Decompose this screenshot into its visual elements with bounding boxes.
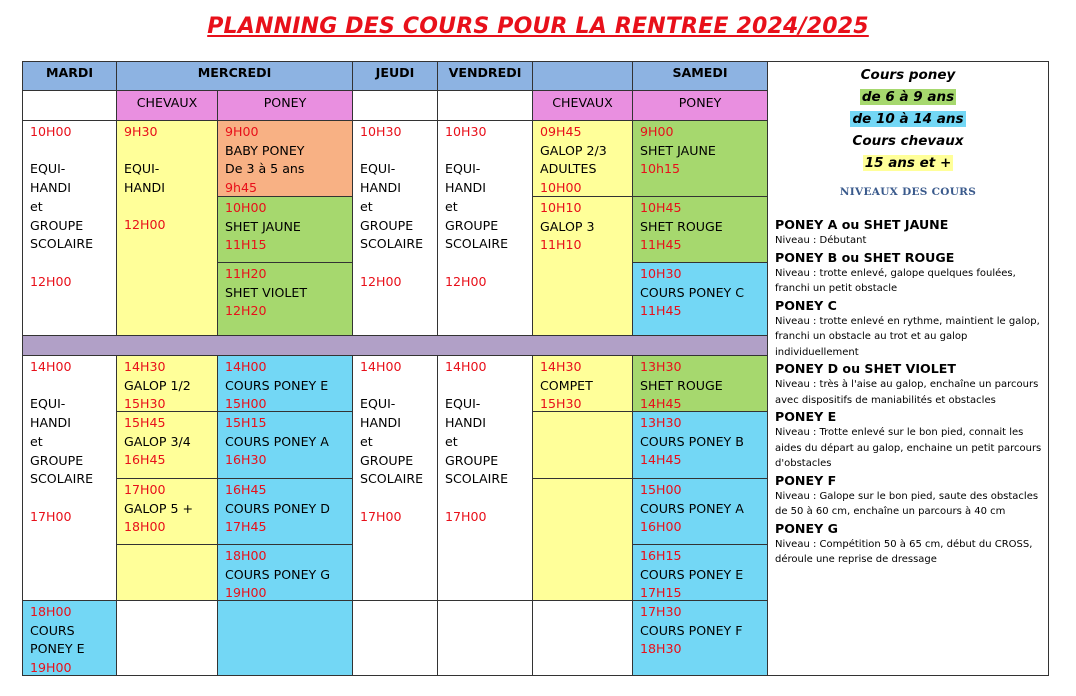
slot-time: 16H45 <box>225 482 267 497</box>
slot-time: 10H00 <box>30 124 72 139</box>
slot-time: 9H00 <box>640 124 674 139</box>
level-item <box>775 297 1048 361</box>
slot-text <box>30 489 116 508</box>
slot-time: 10H10 <box>540 200 582 215</box>
level-desc: Niveau : Trotte enlevé sur le bon pied, connait les aides du départ au galop, enchaine un petit parcours d'obstacles <box>775 427 1042 469</box>
level-item <box>775 408 1048 472</box>
slot-text: HANDI <box>445 180 486 196</box>
levels-title: NIVEAUX DES COURS <box>839 186 977 198</box>
level-name: PONEY A ou SHET JAUNE <box>775 217 949 232</box>
slot-text <box>445 254 532 273</box>
slot-time: 9H30 <box>124 124 158 139</box>
slot-text: et <box>30 433 43 449</box>
slot-sat-pony-e <box>632 544 768 601</box>
slot-time: 18H30 <box>640 641 682 657</box>
slot-text <box>124 198 217 217</box>
slot-text <box>30 377 116 396</box>
slot-thursday-evening <box>352 600 438 676</box>
slot-text: SHET ROUGE <box>640 377 723 393</box>
slot-text: et <box>30 198 43 214</box>
slot-sat-pony-shet-rouge-pm <box>632 355 768 412</box>
slot-text: SHET JAUNE <box>225 218 301 234</box>
slot-text: COURS PONEY E <box>225 377 329 393</box>
slot-time: 16H15 <box>640 548 682 563</box>
legend-age-15-plus: 15 ans et + <box>864 155 952 171</box>
slot-time: 12H00 <box>124 217 166 233</box>
slot-text: GALOP 2/3 <box>540 142 607 158</box>
slot-text: SCOLAIRE <box>445 471 509 487</box>
slot-text: ADULTES <box>540 161 597 177</box>
level-name: PONEY E <box>775 409 837 424</box>
sub-sat-pony: PONEY <box>632 90 768 121</box>
slot-text: SHET ROUGE <box>640 218 723 234</box>
slot-wed-horses-galop5 <box>116 478 218 545</box>
slot-text <box>360 489 437 508</box>
sub-wed-pony: PONEY <box>217 90 353 121</box>
slot-time: 9H00 <box>225 124 259 139</box>
legend-pony-label: Cours poney <box>860 67 956 83</box>
slot-tuesday-evening <box>22 600 117 676</box>
slot-time: 10H30 <box>640 266 682 281</box>
slot-text <box>124 142 217 161</box>
slot-text: COURS PONEY G <box>225 566 331 582</box>
slot-text: EQUI- <box>124 161 160 177</box>
slot-time: 16H45 <box>124 452 166 468</box>
break-row <box>22 335 768 356</box>
slot-text: GROUPE <box>360 217 414 233</box>
slot-sat-pony-a <box>632 478 768 545</box>
slot-friday-evening <box>437 600 533 676</box>
level-desc: Niveau : Galope sur le bon pied, saute des obstacles de 50 à 60 cm, enchaîne un parcours à 40 cm <box>775 490 1039 517</box>
slot-text <box>360 254 437 273</box>
slot-wed-pony-a <box>217 411 353 479</box>
slot-text: HANDI <box>360 415 401 431</box>
slot-time: 17H00 <box>360 508 402 524</box>
legend-panel <box>767 61 1049 676</box>
sub-wed-horses: CHEVAUX <box>116 90 218 121</box>
slot-time: 17H45 <box>225 519 267 535</box>
slot-text <box>30 142 116 161</box>
slot-time: 14H45 <box>640 396 682 412</box>
slot-time: 14H00 <box>225 359 267 374</box>
slot-text: GROUPE <box>445 217 499 233</box>
slot-thursday-morning <box>352 120 438 336</box>
slot-tuesday-afternoon <box>22 355 117 601</box>
slot-text: BABY PONEY <box>225 142 305 158</box>
slot-time: 18H00 <box>225 548 267 563</box>
slot-time: 15H30 <box>124 396 166 412</box>
level-item <box>775 360 1048 408</box>
slot-text: et <box>360 198 373 214</box>
slot-text: COURS PONEY B <box>640 433 744 449</box>
slot-text: EQUI- <box>30 161 66 177</box>
slot-time: 10H45 <box>640 200 682 215</box>
slot-text: GALOP 3 <box>540 218 595 234</box>
slot-time: 13H30 <box>640 359 682 374</box>
slot-time: 11H15 <box>225 237 267 253</box>
levels-list <box>768 216 1048 568</box>
header-tuesday: MARDI <box>22 61 117 91</box>
slot-text: GALOP 1/2 <box>124 377 191 393</box>
sub-blank-tue <box>22 90 117 121</box>
slot-time: 18H00 <box>30 604 72 619</box>
slot-text: GROUPE <box>30 452 84 468</box>
slot-text: HANDI <box>30 180 71 196</box>
slot-text: COURS PONEY A <box>225 433 329 449</box>
slot-text <box>360 142 437 161</box>
slot-text: GALOP 3/4 <box>124 433 191 449</box>
slot-time: 10H00 <box>225 200 267 215</box>
slot-time: 10h15 <box>640 161 681 177</box>
slot-text <box>445 377 532 396</box>
level-item <box>775 249 1048 297</box>
level-item <box>775 216 1048 249</box>
slot-text: De 3 à 5 ans <box>225 161 305 177</box>
slot-text: GROUPE <box>445 452 499 468</box>
level-item <box>775 472 1048 520</box>
slot-text: SCOLAIRE <box>360 471 424 487</box>
slot-text: GROUPE <box>30 217 84 233</box>
slot-time: 15H45 <box>124 415 166 430</box>
slot-wed-pony-baby <box>217 120 353 197</box>
slot-text: GROUPE <box>360 452 414 468</box>
slot-time: 16H30 <box>225 452 267 468</box>
slot-sat-pony-shet-rouge <box>632 196 768 263</box>
header-thursday: JEUDI <box>352 61 438 91</box>
level-desc: Niveau : Compétition 50 à 65 cm, début du CROSS, déroule une reprise de dressage <box>775 538 1033 565</box>
level-name: PONEY F <box>775 472 837 488</box>
slot-time: 14H00 <box>360 359 402 374</box>
slot-time: 19H00 <box>30 660 72 676</box>
slot-time: 11H20 <box>225 266 267 281</box>
slot-text: SCOLAIRE <box>360 236 424 252</box>
slot-sat-pony-b <box>632 411 768 479</box>
slot-wed-pony-shet-violet <box>217 262 353 336</box>
slot-wed-pony-shet-jaune <box>217 196 353 263</box>
slot-text: HANDI <box>124 180 165 196</box>
slot-time: 13H30 <box>640 415 682 430</box>
slot-text: SCOLAIRE <box>30 236 94 252</box>
slot-time: 10H30 <box>360 124 402 139</box>
sub-blank-thu <box>352 90 438 121</box>
slot-text: HANDI <box>445 415 486 431</box>
slot-time: 12H00 <box>30 273 72 289</box>
slot-time: 14H45 <box>640 452 682 468</box>
slot-sat-pony-f <box>632 600 768 676</box>
header-blank <box>532 61 633 91</box>
slot-time: 12H00 <box>445 273 487 289</box>
slot-time: 09H45 <box>540 124 582 139</box>
slot-text: COURS <box>30 622 75 638</box>
slot-text: SCOLAIRE <box>445 236 509 252</box>
slot-time: 15H00 <box>640 482 682 497</box>
slot-thursday-afternoon <box>352 355 438 601</box>
slot-text <box>445 489 532 508</box>
slot-text: et <box>445 433 458 449</box>
slot-text: COURS PONEY F <box>640 622 743 638</box>
level-name: PONEY G <box>775 520 838 536</box>
slot-time: 14H30 <box>540 359 582 374</box>
level-item <box>775 520 1048 568</box>
slot-sat-horses-galop23 <box>532 120 633 197</box>
slot-wed-pony-e <box>217 355 353 412</box>
header-wednesday: MERCREDI <box>116 61 353 91</box>
slot-time: 17H00 <box>445 508 487 524</box>
slot-time: 11H10 <box>540 237 582 253</box>
slot-text: HANDI <box>30 415 71 431</box>
sub-blank-fri <box>437 90 533 121</box>
slot-time: 17H00 <box>124 482 166 497</box>
slot-time: 17H30 <box>640 604 682 619</box>
sub-sat-horses: CHEVAUX <box>532 90 633 121</box>
level-name: PONEY C <box>775 297 837 313</box>
level-name: PONEY B ou SHET ROUGE <box>775 249 955 265</box>
slot-time: 12H20 <box>225 303 267 319</box>
slot-text: SHET VIOLET <box>225 284 308 300</box>
slot-text: EQUI- <box>445 161 481 177</box>
level-desc: Niveau : très à l'aise au galop, enchaîne un parcours avec dispositifs de maniabilités et obstacles <box>775 379 1039 406</box>
slot-text: COURS PONEY D <box>225 500 330 516</box>
slot-text <box>30 254 116 273</box>
slot-sat-horses-empty-1 <box>532 411 633 479</box>
slot-text: EQUI- <box>360 161 396 177</box>
slot-wed-horses-morning <box>116 120 218 336</box>
level-desc: Niveau : trotte enlevé, galope quelques foulées, franchi un petit obstacle <box>775 267 1016 294</box>
slot-wed-pony-g <box>217 544 353 601</box>
slot-text: et <box>360 433 373 449</box>
slot-wed-horses-galop34 <box>116 411 218 479</box>
header-friday: VENDREDI <box>437 61 533 91</box>
slot-time: 17H15 <box>640 585 682 601</box>
slot-time: 16H00 <box>640 519 682 535</box>
header-saturday: SAMEDI <box>632 61 768 91</box>
slot-text: EQUI- <box>445 396 481 412</box>
level-desc: Niveau : trotte enlevé en rythme, maintient le galop, franchi un obstacle au trot et au galop individuellement <box>775 315 1040 358</box>
slot-wed-horses-evening <box>116 600 218 676</box>
slot-time: 18H00 <box>124 519 166 535</box>
slot-text: et <box>445 198 458 214</box>
slot-time: 9h45 <box>225 180 258 196</box>
slot-friday-morning <box>437 120 533 336</box>
legend-age-6-9: de 6 à 9 ans <box>861 89 955 105</box>
slot-time: 15H30 <box>540 396 582 412</box>
slot-text: COURS PONEY E <box>640 566 744 582</box>
slot-text <box>360 377 437 396</box>
slot-wed-horses-galop12 <box>116 355 218 412</box>
slot-time: 12H00 <box>360 273 402 289</box>
slot-sat-horses-evening <box>532 600 633 676</box>
slot-text: COURS PONEY C <box>640 284 745 300</box>
slot-friday-afternoon <box>437 355 533 601</box>
slot-sat-pony-shet-jaune <box>632 120 768 197</box>
page-title: PLANNING DES COURS POUR LA RENTREE 2024/2025 <box>207 14 869 39</box>
slot-time: 14H00 <box>30 359 72 374</box>
slot-text <box>445 142 532 161</box>
slot-time: 11H45 <box>640 237 682 253</box>
slot-sat-pony-c <box>632 262 768 336</box>
slot-sat-horses-empty-2 <box>532 478 633 601</box>
slot-text: HANDI <box>360 180 401 196</box>
slot-time: 15H00 <box>225 396 267 412</box>
slot-wed-pony-evening <box>217 600 353 676</box>
slot-text: SCOLAIRE <box>30 471 94 487</box>
slot-time: 10H30 <box>445 124 487 139</box>
slot-time: 10H00 <box>540 180 582 196</box>
slot-text: COMPET <box>540 377 593 393</box>
slot-tuesday-morning <box>22 120 117 336</box>
slot-time: 15H15 <box>225 415 267 430</box>
slot-wed-pony-d <box>217 478 353 545</box>
slot-wed-horses-empty <box>116 544 218 601</box>
slot-text: EQUI- <box>30 396 66 412</box>
level-name: PONEY D ou SHET VIOLET <box>775 361 956 376</box>
slot-text: GALOP 5 + <box>124 500 194 516</box>
slot-time: 17H00 <box>30 508 72 524</box>
legend-horses-label: Cours chevaux <box>852 133 964 149</box>
slot-time: 19H00 <box>225 585 267 601</box>
slot-time: 11H45 <box>640 303 682 319</box>
slot-text: PONEY E <box>30 641 85 657</box>
slot-text: COURS PONEY A <box>640 500 744 516</box>
slot-sat-horses-compet <box>532 355 633 412</box>
slot-sat-horses-galop3 <box>532 196 633 336</box>
slot-text: SHET JAUNE <box>640 142 716 158</box>
slot-text: EQUI- <box>360 396 396 412</box>
slot-time: 14H00 <box>445 359 487 374</box>
legend-age-10-14: de 10 à 14 ans <box>852 111 964 127</box>
level-desc: Niveau : Débutant <box>775 235 867 246</box>
slot-time: 14H30 <box>124 359 166 374</box>
